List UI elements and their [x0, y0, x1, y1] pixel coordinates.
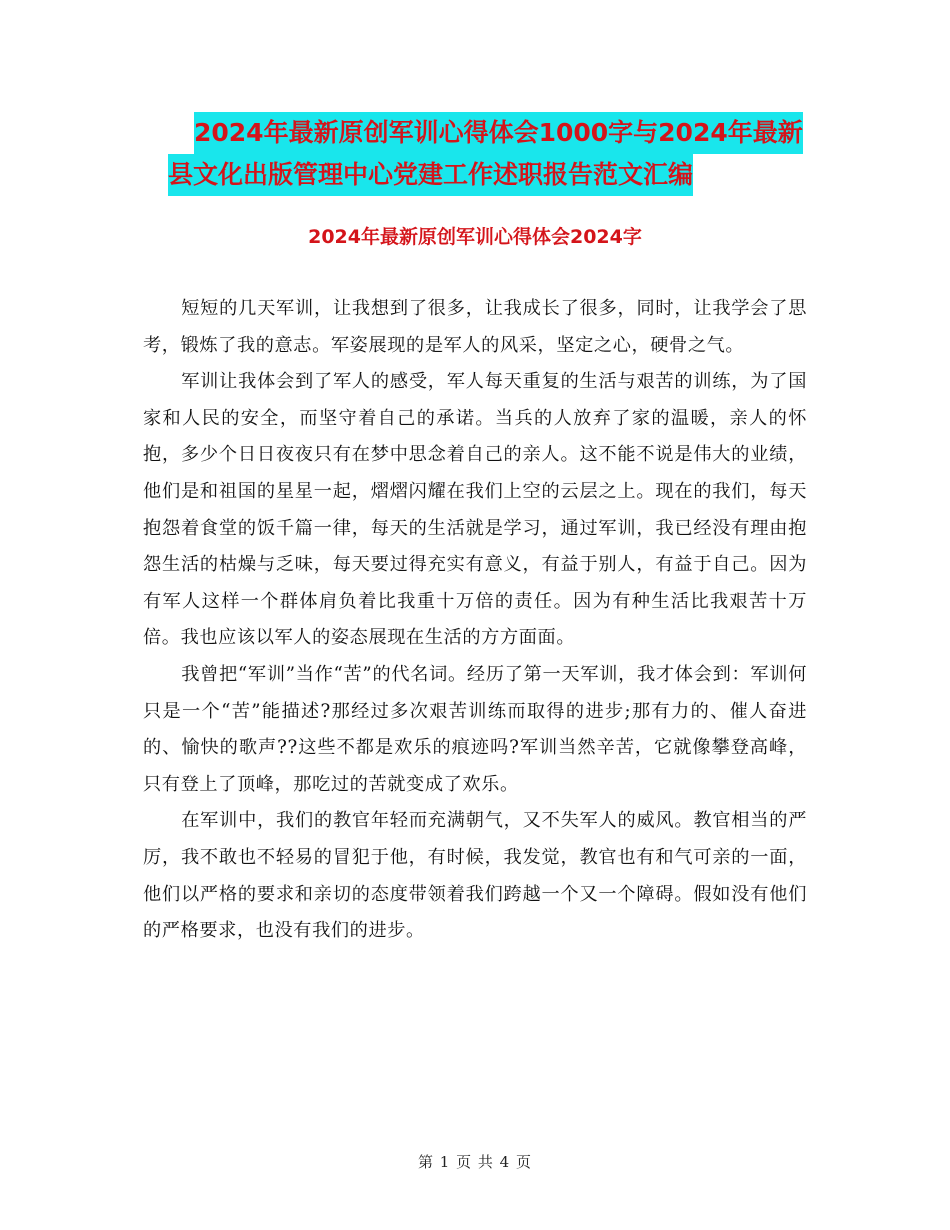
document-title-line-2: 县文化出版管理中心党建工作述职报告范文汇编	[168, 154, 693, 196]
section-title: 2024年最新原创军训心得体会2024字	[308, 226, 642, 248]
document-title-line-1: 2024年最新原创军训心得体会1000字与2024年最新	[194, 112, 803, 154]
page-footer: 第 1 页 共 4 页	[418, 1153, 532, 1171]
paragraph-4: 在军训中，我们的教官年轻而充满朝气，又不失军人的威风。教官相当的严厉，我不敢也不轻易的冒犯于他，有时候，我发觉，教官也有和气可亲的一面，他们以严格的要求和亲切的态度带领着我们跨越一个又一个障碍。假如没有他们的严格要求，也没有我们的进步。	[143, 810, 807, 942]
body-text	[143, 291, 807, 950]
document-title	[168, 112, 828, 196]
paragraph-3: 我曾把“军训”当作“苦”的代名词。经历了第一天军训，我才体会到：军训何只是一个“苦”能描述?那经过多次艰苦训练而取得的进步;那有力的、催人奋进的、愉快的歌声??这些不都是欢乐的痕迹吗?军训当然辛苦，它就像攀登高峰，只有登上了顶峰，那吃过的苦就变成了欢乐。	[143, 663, 807, 795]
paragraph-1: 短短的几天军训，让我想到了很多，让我成长了很多，同时，让我学会了思考，锻炼了我的意志。军姿展现的是军人的风采，坚定之心，硬骨之气。	[143, 298, 807, 356]
paragraph-2: 军训让我体会到了军人的感受，军人每天重复的生活与艰苦的训练，为了国家和人民的安全，而坚守着自己的承诺。当兵的人放弃了家的温暖，亲人的怀抱，多少个日日夜夜只有在梦中思念着自己的亲人。这不能不说是伟大的业绩，他们是和祖国的星星一起，熠熠闪耀在我们上空的云层之上。现在的我们，每天抱怨着食堂的饭千篇一律，每天的生活就是学习，通过军训，我已经没有理由抱怨生活的枯燥与乏味，每天要过得充实有意义，有益于别人，有益于自己。因为有军人这样一个群体肩负着比我重十万倍的责任。因为有种生活比我艰苦十万倍。我也应该以军人的姿态展现在生活的方方面面。	[143, 371, 807, 649]
